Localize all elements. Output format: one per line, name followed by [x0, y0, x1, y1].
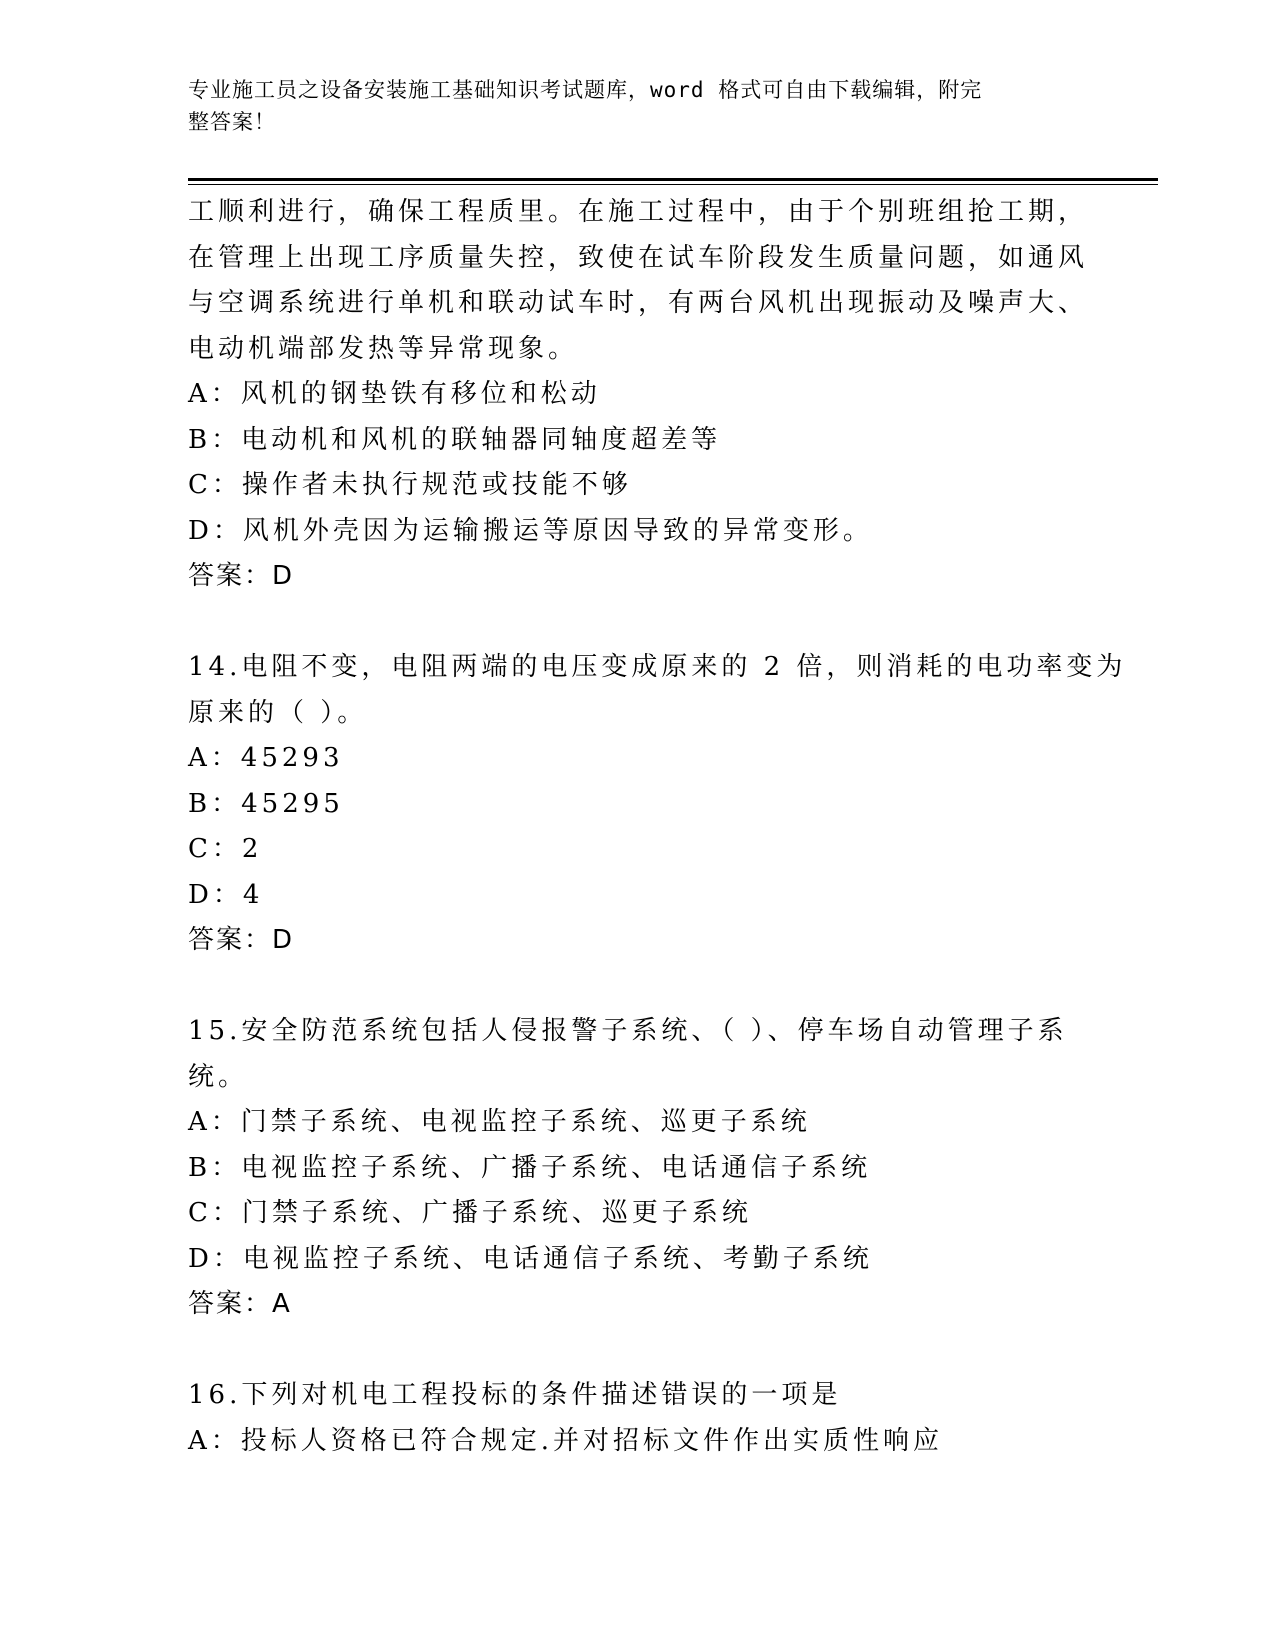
option-d: D：风机外壳因为运输搬运等原因导致的异常变形。 [188, 515, 873, 546]
question-15 [188, 1009, 1088, 1328]
question-13 [188, 190, 1088, 600]
question-spacer [188, 1328, 1088, 1374]
question-stem-line: 原来的（ ）。 [188, 697, 368, 728]
option-c: C：门禁子系统、广播子系统、巡更子系统 [188, 1198, 752, 1228]
option-a: A：风机的钢垫铁有移位和松动 [188, 379, 601, 409]
option-a: A：投标人资格已符合规定.并对招标文件作出实质性响应 [188, 1425, 944, 1456]
option-c: C：操作者未执行规范或技能不够 [188, 470, 632, 500]
header-rule-thick [188, 178, 1158, 181]
header-line-2: 整答案！ [188, 110, 276, 134]
header-line-1: 专业施工员之设备安装施工基础知识考试题库，word 格式可自由下载编辑，附完 [188, 78, 983, 102]
option-b: B：电视监控子系统、广播子系统、电话通信子系统 [188, 1152, 872, 1183]
option-d: D：4 [188, 879, 264, 910]
question-spacer [188, 964, 1088, 1010]
option-a: A：门禁子系统、电视监控子系统、巡更子系统 [188, 1107, 811, 1137]
answer-line: 答案：A [188, 1289, 292, 1319]
option-c: C：2 [188, 834, 263, 864]
question-stem-line: 工顺利进行，确保工程质里。在施工过程中，由于个别班组抢工期， [188, 197, 1089, 227]
question-stem-line: 统。 [188, 1061, 249, 1092]
answer-line: 答案：D [188, 925, 295, 955]
question-16 [188, 1373, 1088, 1464]
document-header [188, 74, 1068, 138]
question-spacer [188, 600, 1088, 646]
header-rule-thin [188, 184, 1158, 185]
option-b: B：45295 [188, 788, 344, 819]
question-stem-line: 与空调系统进行单机和联动试车时，有两台风机出现振动及噪声大、 [188, 288, 1089, 318]
question-content [188, 190, 1127, 1464]
question-stem-line: 15.安全防范系统包括人侵报警子系统、（ ）、停车场自动管理子系 [188, 1016, 1068, 1046]
question-stem-line: 电动机端部发热等异常现象。 [188, 333, 579, 364]
question-stem-line: 14.电阻不变，电阻两端的电压变成原来的 2 倍，则消耗的电功率变为 [188, 652, 1127, 682]
question-stem-line: 16.下列对机电工程投标的条件描述错误的一项是 [188, 1380, 842, 1410]
question-14 [188, 645, 1127, 964]
question-stem-line: 在管理上出现工序质量失控，致使在试车阶段发生质量问题，如通风 [188, 242, 1089, 273]
option-b: B：电动机和风机的联轴器同轴度超差等 [188, 424, 722, 455]
answer-line: 答案：D [188, 561, 295, 591]
option-d: D：电视监控子系统、电话通信子系统、考勤子系统 [188, 1243, 873, 1274]
option-a: A：45293 [188, 743, 344, 773]
